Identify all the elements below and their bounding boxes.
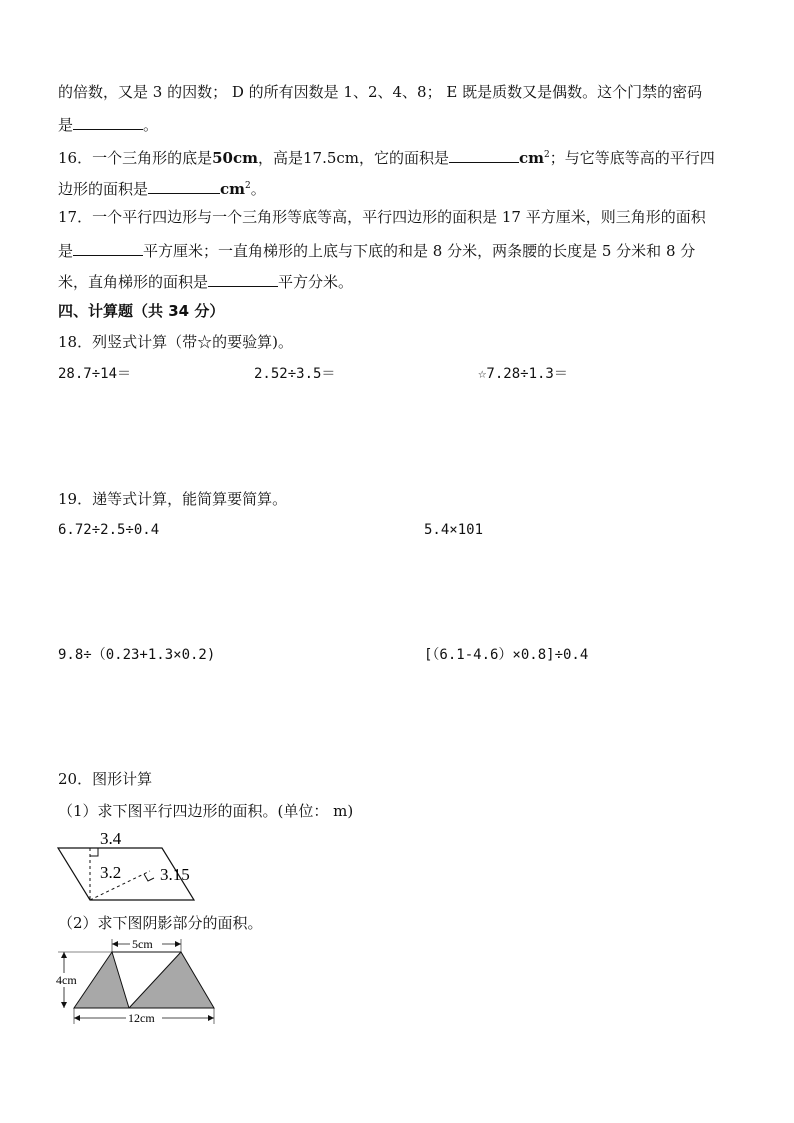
q15-line2 (58, 113, 158, 135)
shaded-triangles-figure (54, 936, 224, 1026)
q16-text-d: 边形的面积是 (58, 180, 149, 198)
q20-title: 20．图形计算 (58, 770, 153, 788)
label-height: 3.2 (100, 863, 122, 882)
q17-line2 (58, 239, 695, 261)
q16-line1 (58, 145, 715, 168)
label-5cm: 5cm (132, 937, 153, 951)
q15-prefix: 是 (58, 116, 74, 134)
dim-top-arrow-left (112, 941, 118, 947)
right-angle-mark-top (90, 848, 98, 856)
q17-blank-2[interactable] (208, 270, 278, 287)
dim-bottom-arrow-right (208, 1015, 214, 1021)
q19-title: 19．递等式计算，能简算要简算。 (58, 490, 288, 508)
dim-left-arrow-top (61, 952, 67, 958)
q17-text-a: 是 (58, 242, 74, 260)
q17-text-b: 平方厘米；一直角梯形的上底与下底的和是 8 分米，两条腰的长度是 5 分米和 8 分 (143, 242, 696, 260)
q18-title: 18．列竖式计算（带☆的要验算)。 (58, 333, 293, 351)
q16-blank-1[interactable] (449, 146, 519, 163)
shaded-triangle-right (129, 952, 214, 1008)
q20-sub2: （2）求下图阴影部分的面积。 (58, 914, 263, 932)
q15-answer-blank[interactable] (73, 113, 143, 130)
q15-line1: 的倍数，又是 3 的因数； D 的所有因数是 1、2、4、8； E 既是质数又是偶数。这个门禁的密码 (58, 83, 703, 101)
dim-left-arrow-bottom (61, 1002, 67, 1008)
section-title: 四、计算题（共 34 分） (58, 302, 225, 320)
label-top: 3.4 (100, 829, 122, 848)
label-4cm: 4cm (56, 973, 77, 987)
q16-text-c: ；与它等底等高的平行四 (549, 149, 715, 167)
q18-expr-2: 2.52÷3.5＝ (254, 366, 336, 382)
q15-suffix: 。 (143, 116, 159, 134)
q18-expr-3: ☆7.28÷1.3＝ (478, 366, 568, 382)
q18-expr-1: 28.7÷14＝ (58, 366, 132, 382)
q16-end: 。 (250, 180, 266, 198)
q17-line3 (58, 270, 353, 292)
q19-expr-4: [（6.1-4.6）×0.8]÷0.4 (424, 647, 589, 663)
q16-text-b: ，高是17.5cm，它的面积是 (257, 149, 450, 167)
q17-line1: 17．一个平行四边形与一个三角形等底等高，平行四边形的面积是 17 平方厘米，则三角形的面积 (58, 208, 706, 226)
dim-bottom-arrow-left (74, 1015, 80, 1021)
q19-expr-1: 6.72÷2.5÷0.4 (58, 522, 160, 538)
q20-sub1: （1）求下图平行四边形的面积。(单位： m) (58, 802, 354, 820)
q16-sup-1: 2 (544, 150, 550, 160)
label-side: 3.15 (160, 865, 190, 884)
q16-blank-2[interactable] (148, 177, 220, 194)
label-12cm: 12cm (128, 1011, 155, 1025)
dim-top-arrow-right (175, 941, 181, 947)
q16-text-a: 16．一个三角形的底是 (58, 149, 213, 167)
q17-blank-1[interactable] (73, 239, 143, 256)
q16-base: 50cm (212, 149, 258, 167)
q19-expr-3: 9.8÷（0.23+1.3×0.2) (58, 647, 216, 663)
parallelogram-figure (54, 826, 214, 906)
q16-unit-1: cm (519, 149, 545, 167)
q16-unit-2: cm (220, 180, 246, 198)
q16-line2 (58, 176, 266, 199)
q17-text-d: 平方分米。 (278, 273, 354, 291)
q19-expr-2: 5.4×101 (424, 522, 484, 538)
right-angle-mark-side (144, 874, 154, 881)
q17-text-c: 米，直角梯形的面积是 (58, 273, 209, 291)
q16-sup-2: 2 (245, 181, 251, 191)
